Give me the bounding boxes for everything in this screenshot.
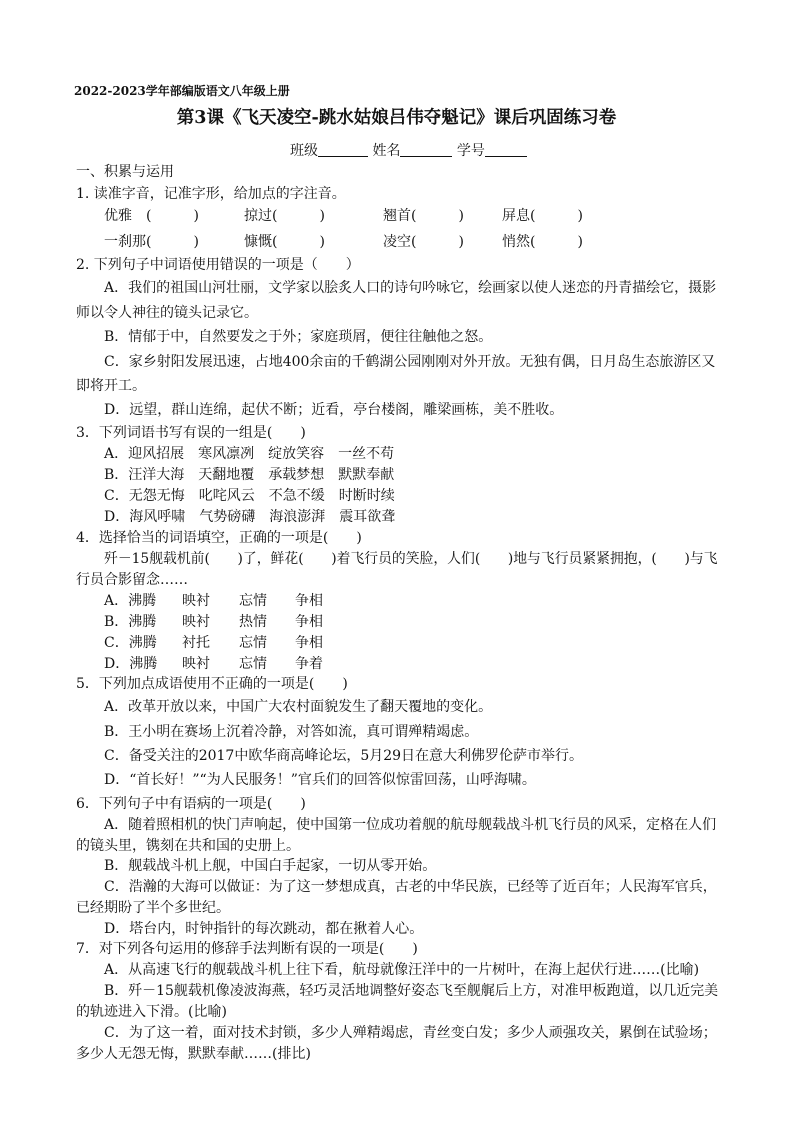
q4-option-word: 忘情: [239, 656, 267, 672]
q7-option-b-cont: 的轨迹进入下滑。(比喻): [76, 1004, 227, 1020]
q1-item: 优雅 ( ): [104, 208, 199, 224]
q4-option-word: 争相: [295, 593, 323, 609]
id-blank[interactable]: [485, 142, 527, 157]
q4-stem: 4．选择恰当的词语填空，正确的一项是( ): [76, 530, 362, 546]
q2-option-d: D．远望，群山连绵，起伏不断；近看，亭台楼阁，雕梁画栋，美不胜收。: [104, 402, 564, 418]
q6-option-b: B．舰载战斗机上舰，中国白手起家，一切从零开始。: [104, 858, 437, 874]
q3-option-a: A．迎风招展 寒风凛冽 绽放笑容 一丝不苟: [104, 446, 395, 462]
q6-option-d: D．塔台内，时钟指针的每次跳动，都在揪着人心。: [104, 921, 424, 937]
q4-option-word: 映衬: [182, 614, 210, 630]
q1-item: 慷慨( ): [244, 234, 325, 250]
q5-option-a: A．改革开放以来，中国广大农村面貌发生了翻天覆地的变化。: [104, 699, 493, 715]
class-blank[interactable]: [318, 142, 368, 157]
q4-option-word: 映衬: [182, 593, 210, 609]
q7-option-c: C．为了这一着，面对技术封锁，多少人殚精竭虑，青丝变白发；多少人顽强攻关，累倒在试验场；: [104, 1025, 717, 1041]
q1-item: 悄然( ): [502, 234, 583, 250]
q5-option-b: B．王小明在赛场上沉着冷静，对答如流，真可谓殚精竭虑。: [104, 724, 479, 740]
q3-option-c: C．无怨无悔 叱咤风云 不急不缓 时断时续: [104, 488, 395, 504]
q6-option-c: C．浩瀚的大海可以做证：为了这一梦想成真，古老的中华民族，已经等了近百年；人民海军官兵，: [104, 879, 717, 895]
q2-option-a-cont: 师以令人神往的镜头记录它。: [76, 305, 258, 321]
q7-option-c-cont: 多少人无怨无悔，默默奉献……(排比): [76, 1046, 311, 1062]
q2-option-a: A．我们的祖国山河壮丽，文学家以脍炙人口的诗句吟咏它，绘画家以使人迷恋的丹青描绘它，摄影: [104, 280, 717, 296]
q4-passage: 歼－15舰载机前( )了，鲜花( )着飞行员的笑脸，人们( )地与飞行员紧紧拥抱，( )与飞: [104, 551, 718, 567]
q6-stem: 6．下列句子中有语病的一项是( ): [76, 796, 306, 812]
name-blank[interactable]: [400, 142, 452, 157]
q2-option-c: C．家乡射阳发展迅速，占地400余亩的千鹤湖公园刚刚对外开放。无独有偶，日月岛生态旅游区又: [104, 354, 716, 370]
q5-option-c: C．备受关注的2017中欧华商高峰论坛，5月29日在意大利佛罗伦萨市举行。: [104, 748, 584, 764]
q2-stem: 2. 下列句子中词语使用错误的一项是（ ）: [76, 257, 360, 273]
q1-item: 屏息( ): [502, 208, 583, 224]
q1-item: 掠过( ): [244, 208, 325, 224]
q1-item: 一刹那( ): [104, 234, 199, 250]
q4-option: C．沸腾: [104, 635, 157, 651]
id-label: 学号: [456, 143, 485, 159]
q4-option-word: 忘情: [239, 635, 267, 651]
q6-option-c-cont: 已经期盼了半个多世纪。: [76, 900, 230, 916]
q1-stem: 1. 读准字音，记准字形，给加点的字注音。: [76, 186, 346, 202]
q2-option-b: B．情郁于中，自然要发之于外；家庭琐屑，便往往触他之怒。: [104, 329, 493, 345]
q5-stem: 5．下列加点成语使用不正确的一项是( ): [76, 676, 348, 692]
q4-option: B．沸腾: [104, 614, 157, 630]
q4-option-word: 争着: [295, 656, 323, 672]
q2-option-c-cont: 即将开工。: [76, 378, 146, 394]
q6-option-a: A．随着照相机的快门声响起，使中国第一位成功着舰的航母舰载战斗机飞行员的风采，定格在人们: [104, 817, 717, 833]
q4-option: A．沸腾: [104, 593, 157, 609]
class-label: 班级: [290, 143, 318, 159]
q3-option-d: D．海风呼啸 气势磅礴 海浪澎湃 震耳欲聋: [104, 509, 396, 525]
q1-item: 凌空( ): [383, 234, 464, 250]
q6-option-a-cont: 的镜头里，镌刻在共和国的史册上。: [76, 838, 300, 854]
q3-stem: 3．下列词语书写有误的一组是( ): [76, 425, 306, 441]
q4-option: D．沸腾: [104, 656, 158, 672]
series-label: 2022-2023学年部编版语文八年级上册: [74, 84, 290, 98]
section-heading: 一、积累与运用: [76, 164, 174, 180]
q3-option-b: B．汪洋大海 天翻地覆 承载梦想 默默奉献: [104, 467, 395, 483]
q4-option-word: 映衬: [182, 656, 210, 672]
q1-item: 翘首( ): [383, 208, 464, 224]
q4-option-word: 忘情: [239, 593, 267, 609]
q7-stem: 7．对下列各句运用的修辞手法判断有误的一项是( ): [76, 941, 418, 957]
q4-option-word: 争相: [295, 635, 323, 651]
q4-passage-cont: 行员合影留念……: [76, 572, 188, 588]
q4-option-word: 衬托: [182, 635, 210, 651]
name-label: 姓名: [372, 143, 401, 159]
q4-option-word: 争相: [295, 614, 323, 630]
q5-option-d: D．“首长好！”“为人民服务！”官兵们的回答似惊雷回荡，山呼海啸。: [104, 772, 536, 788]
student-info-line: [290, 140, 527, 160]
page-title: 第3课《飞天凌空-跳水姑娘吕伟夺魁记》课后巩固练习卷: [176, 108, 617, 128]
q4-option-word: 热情: [239, 614, 267, 630]
q7-option-b: B．歼－15舰载机像凌波海燕，轻巧灵活地调整好姿态飞至舰艉后上方，对准甲板跑道，以几近完美: [104, 983, 719, 999]
q7-option-a: A．从高速飞行的舰载战斗机上往下看，航母就像汪洋中的一片树叶，在海上起伏行进……(比喻): [104, 962, 700, 978]
